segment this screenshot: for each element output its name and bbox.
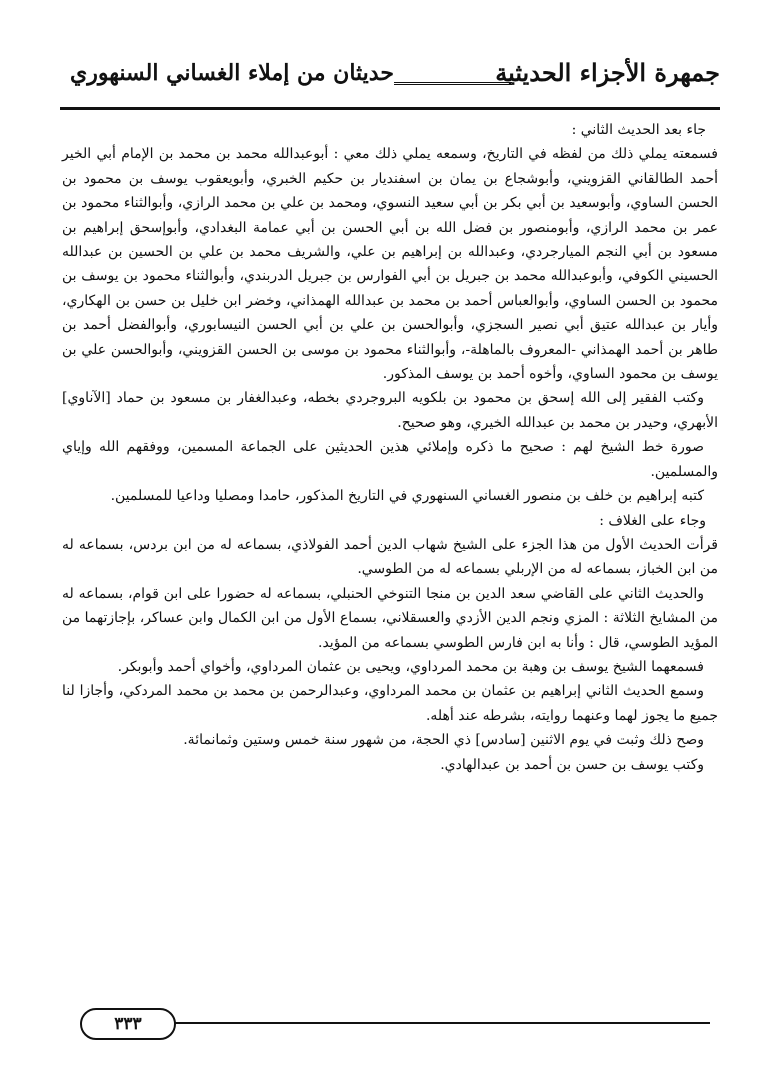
page-number: ٣٣٣ <box>80 1008 176 1040</box>
footer-rule <box>166 1022 710 1024</box>
paragraph-closing-signature: وكتب يوسف بن حسن بن أحمد بن عبدالهادي. <box>440 756 704 773</box>
paragraph-cover-heading: وجاء على الغلاف : <box>599 512 706 529</box>
book-title: جمهرة الأجزاء الحديثية <box>495 58 720 87</box>
paragraph-author-signature: كتبه إبراهيم بن خلف بن منصور الغساني السنهوري في التاريخ المذكور، حامدا ومصليا وداعيا للمسلمين. <box>110 488 704 505</box>
page-body <box>62 118 718 777</box>
header-separator-rule <box>394 82 512 85</box>
paragraph-second-hadith-hearers: وسمع الحديث الثاني إبراهيم بن عثمان بن محمد المرداوي، وعبدالرحمن بن محمد بن محمد المردكي، وأجازا لنا جميع ما يجوز لهما وعنهما روايته، بشرطه عند أهله. <box>62 683 718 724</box>
paragraph-heading-after-second-hadith: جاء بعد الحديث الثاني : <box>571 122 706 138</box>
running-header <box>60 48 720 108</box>
page-footer <box>70 1006 710 1040</box>
paragraph-date: وصح ذلك وثبت في يوم الاثنين [سادس] ذي الحجة، من شهور سنة خمس وستين وثمانمائة. <box>183 732 704 749</box>
paragraph-sheikh-handwriting: صورة خط الشيخ لهم : صحيح ما ذكره وإملائي هذين الحديثين على الجماعة المسمين، ووفقهم الله وإياي والمسلمين. <box>62 439 718 480</box>
paragraph-listeners: فسمعته يملي ذلك من لفظه في التاريخ، وسمعه يملي ذلك معي : أبوعبدالله محمد بن محمد بن الإمام أبي الخير أحمد الطالقاني القزويني، وأبوشجاع بن يمان بن اسفنديار بن حكيم الخبري، وأبويعقوب يوسف بن محمود بن الحسن الساوي، وأبوسعيد بن أبي بكر بن أبي سعيد النسوي، ومحمد بن علي بن محمد الرازي، وأبوالثناء محمود بن عمر بن محمد الرازي، وأبومنصور بن فضل الله بن أبي الحسن بن أبي عمامة البغدادي، وأبوإسحق إبراهيم بن مسعود بن أبي النجم الميارجردي، وعبدالله بن إبراهيم بن علي، والشريف محمد بن علي بن الحسين بن عبدالله الحسيني الكوفي، وأبوعبدالله محمد بن جبريل بن أبي الفوارس بن جبريل الدربندي، وأبوالثناء محمود بن يوسف بن محمود بن الحسن الساوي، وأبوالعباس أحمد بن محمد بن عبدالله الهمذاني، وخضر ابن خليل بن حسن بن الهكاري، وأيار بن عبدالله عتيق أبي نصير السجزي، وأبوالحسن بن علي بن أبي الحسن النيسابوري، وأبوالفضل أحمد بن طاهر بن أحمد الهمذاني -المعروف بالماهلة-، وأبوالثناء محمود بن موسى بن الحسن القزويني، وأبوالحسن علي بن يوسف بن محمود الساوي، وأخوه أحمد بن يوسف المذكور. <box>62 146 718 383</box>
section-title: حديثان من إملاء الغساني السنهوري <box>70 60 394 86</box>
paragraph-second-hadith-reading: والحديث الثاني على القاضي سعد الدين بن منجا التنوخي الحنبلي، بسماعه له حضورا على ابن قوام، بسماعه له من المشايخ الثلاثة : المزي ونجم الدين الأزدي والعسقلاني، بسماع الأول من ابن الكمال وابن عساكر، بإجازتهما من المؤيد الطوسي، قال : وأنا به ابن فارس الطوسي بسماعه من المؤيد. <box>62 585 718 651</box>
paragraph-first-hadith-reading: قرأت الحديث الأول من هذا الجزء على الشيخ شهاب الدين أحمد الفولاذي، بسماعه له من ابن بردس، بسماعه له من ابن الخباز، بسماعه له من الإربلي بسماعه له من الطوسي. <box>62 536 718 578</box>
paragraph-written-by: وكتب الفقير إلى الله إسحق بن محمود بن بلكويه البروجردي بخطه، وعبدالغفار بن مسعود بن حماد [الآناوي] الأبهري، وحيدر بن محمد بن عبدالله الخيري، وهو صحيح. <box>62 390 718 431</box>
paragraph-hearers: فسمعهما الشيخ يوسف بن وهبة بن محمد المرداوي، ويحيى بن عثمان المرداوي، وأخواي أحمد وأبوبكر. <box>117 658 704 675</box>
header-underline <box>60 107 720 110</box>
